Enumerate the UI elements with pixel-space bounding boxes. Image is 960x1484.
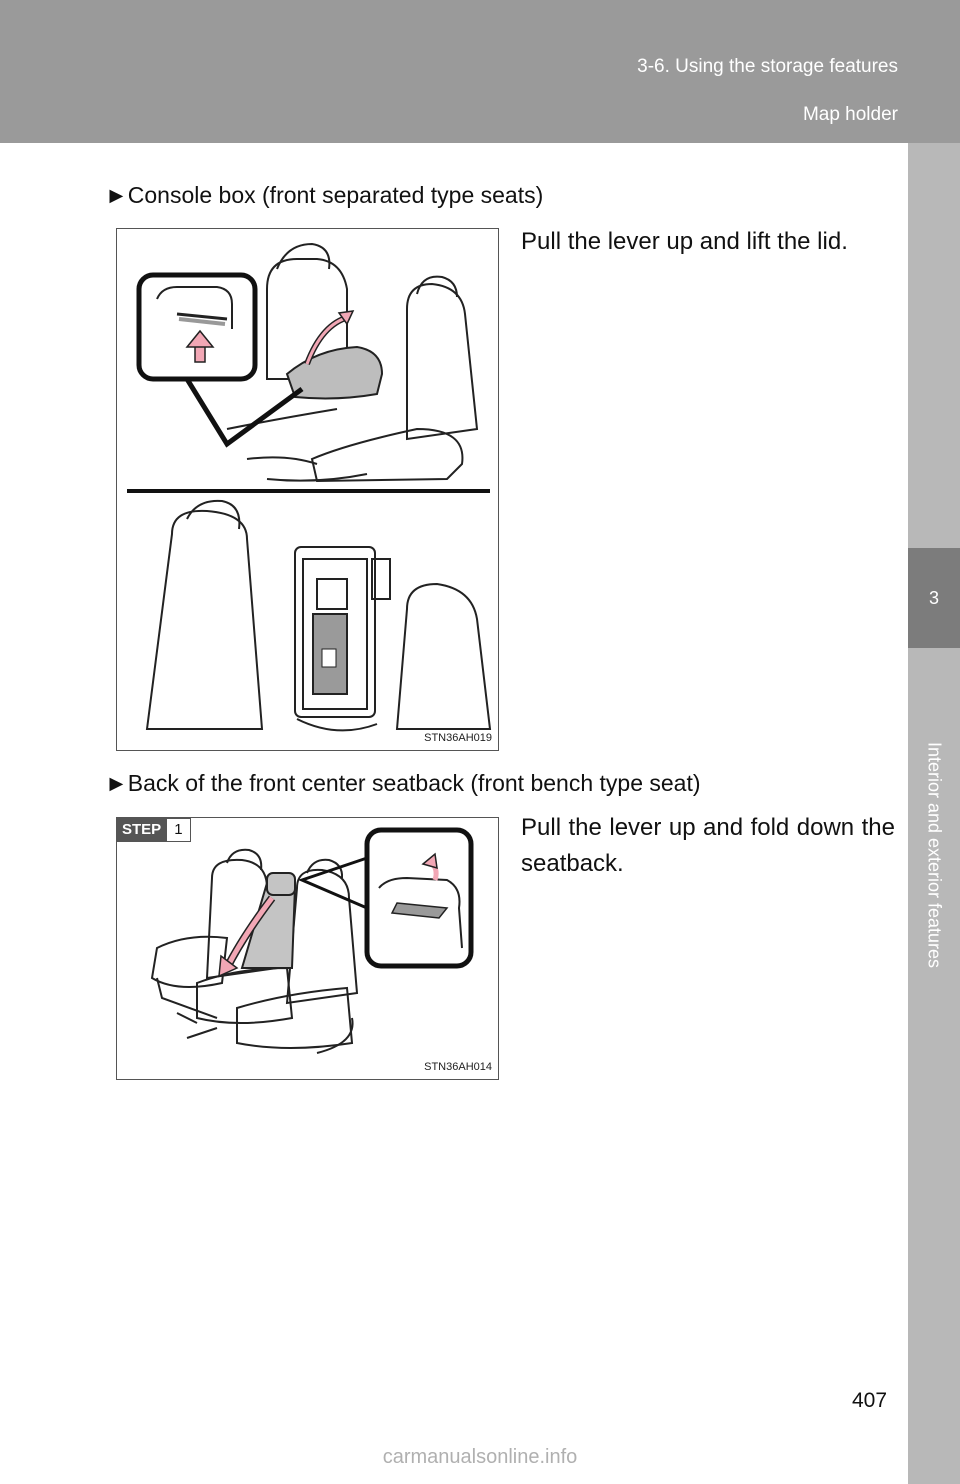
step-label: STEP [117, 818, 166, 842]
step-badge [117, 818, 191, 842]
subsection-title: Map holder [802, 104, 898, 125]
seatback-instruction: Pull the lever up and fold down the seatback. [521, 814, 895, 877]
console-box-heading: ►Console box (front separated type seats) [105, 182, 544, 208]
console-box-figure [116, 228, 499, 751]
step-number: 1 [166, 818, 190, 842]
figure-code: STN36AH014 [424, 1061, 492, 1073]
seatback-heading: ►Back of the front center seatback (front bench type seat) [105, 770, 701, 796]
console-box-instruction: Pull the lever up and lift the lid. [521, 228, 848, 255]
page-number: 407 [852, 1389, 888, 1412]
seatback-illustration [117, 818, 498, 1079]
chapter-number: 3 [908, 548, 960, 648]
figure-code: STN36AH019 [424, 732, 492, 744]
chapter-label: Interior and exterior features [924, 741, 945, 969]
page-header [0, 0, 960, 143]
section-title: 3-6. Using the storage features [637, 56, 898, 77]
seatback-figure [116, 817, 499, 1080]
watermark: carmanualsonline.info [382, 1446, 578, 1468]
console-box-illustration [117, 229, 498, 750]
